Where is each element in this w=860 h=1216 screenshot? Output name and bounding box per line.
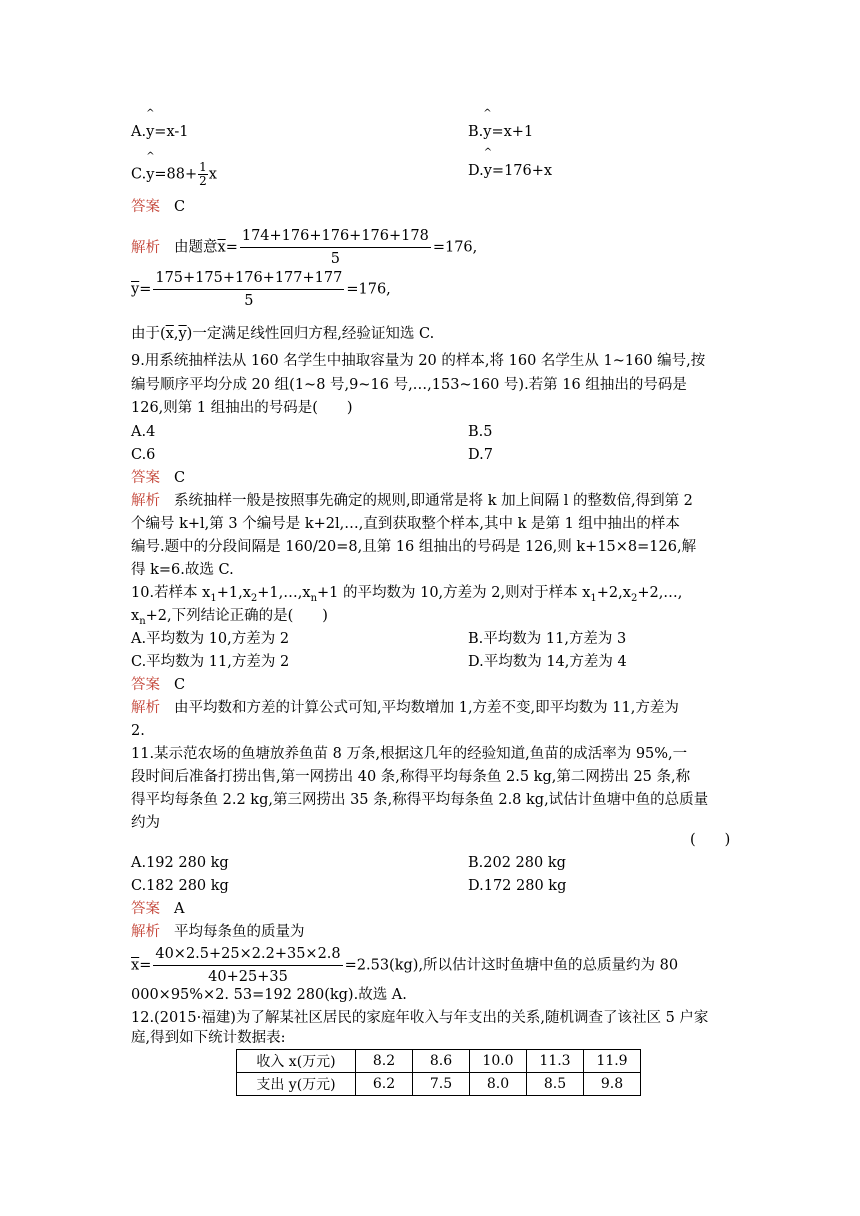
table-cell: 9.8 [584,1073,641,1096]
q10-option-a: A.平均数为 10,方差为 2 [131,631,290,647]
q11-option-a: A.192 280 kg [131,855,229,871]
table-header-expense: 支出 y(万元) [237,1073,356,1096]
q11-stem-line-2: 段时间后准备打捞出售,第一网捞出 40 条,称得平均每条鱼 2.5 kg,第二网捞出 25 条,称 [131,769,691,785]
q9-option-b: B.5 [468,424,493,440]
q11-stem-line-1: 11.某示范农场的鱼塘放养鱼苗 8 万条,根据这几年的经验知道,鱼苗的成活率为 95%,一 [131,746,688,762]
q11-option-c: C.182 280 kg [131,878,229,894]
q10-analysis-line-2: 2. [131,723,145,739]
table-cell: 11.3 [527,1050,584,1073]
q8-conclusion: 由于$(\overline{x},\overline{y})$一定满足线性回归方程,经验证知选 C. [131,326,435,342]
q11-analysis-line-1: 解析 平均每条鱼的质量为 [131,924,305,940]
table-cell: 11.9 [584,1050,641,1073]
q9-analysis-line-1: 解析 系统抽样一般是按照事先确定的规则,即通常是将 k 加上间隔 l 的整数倍,得到第 2 [131,493,693,509]
q9-option-a: A.4 [131,424,156,440]
table-cell: 8.5 [527,1073,584,1096]
q11-answer-parentheses: ( ) [690,832,731,848]
q9-analysis-line-3: 编号.题中的分段间隔是 160/20=8,且第 16 组抽出的号码是 126,则 k+15×8=126,解 [131,539,697,555]
q8-analysis-formula-2: $\overline{y}=$ $\frac{175+175+176+177+177}{5}$ =176, [131,270,391,309]
q10-analysis-line-1: 解析 由平均数和方差的计算公式可知,平均数增加 1,方差不变,即平均数为 11,方差为 [131,700,679,716]
q9-stem-line-2: 编号顺序平均分成 20 组(1~8 号,9~16 号,…,153~160 号).若第 16 组抽出的号码是 [131,377,687,393]
q8-option-c: C. ^ y=88+ $\frac{1}{2}$ x [131,150,217,188]
table-row-expense [237,1073,641,1096]
table-cell: 8.2 [356,1050,413,1073]
q8-answer: 答案 C [131,199,186,215]
q12-stem-line-1: 12.(2015·福建)为了解某社区居民的家庭年收入与年支出的关系,随机调查了该社区 5 户家 [131,1010,709,1026]
q8-option-d: D. ^ y=176+x [468,147,553,179]
table-cell: 8.0 [470,1073,527,1096]
q9-answer: 答案 C [131,470,186,486]
q8-option-a: A. ^ y=x-1 [131,108,189,140]
table-cell: 8.6 [413,1050,470,1073]
q11-stem-line-3: 得平均每条鱼 2.2 kg,第三网捞出 35 条,称得平均每条鱼 2.8 kg,试估计鱼塘中鱼的总质量 [131,792,709,808]
q11-answer: 答案 A [131,901,185,917]
q11-analysis-formula: $\overline{x}=$ $\frac{40\times 2.5+25\times 2.2+35\times 2.8}{40+25+35}$ =2.53(kg),所以估计这时鱼塘中鱼的总质量约为 80 [131,946,679,985]
q11-analysis-line-3: 000×95%×2. 53=192 280(kg).故选 A. [131,987,407,1003]
q12-stem-line-2: 庭,得到如下统计数据表: [131,1030,286,1046]
q11-option-b: B.202 280 kg [468,855,566,871]
q11-stem-line-4: 约为 [131,815,160,831]
table-cell: 7.5 [413,1073,470,1096]
q10-stem-line-2: $x_n+2$,下列结论正确的是( ) [131,608,328,627]
q8-analysis-formula-1: 解析 由题意$\overline{x}=$ $\frac{174+176+176+176+178}{5}$ =176, [131,228,478,267]
q9-option-c: C.6 [131,447,156,463]
table-row-income [237,1050,641,1073]
q10-option-c: C.平均数为 11,方差为 2 [131,654,290,670]
q11-option-d: D.172 280 kg [468,878,567,894]
q10-stem-line-1: 10.若样本 $x_1+1,x_2+1,\dots,x_n+1$ 的平均数为 10,方差为 2,则对于样本 $x_1+2,x_2+2,\dots$, [131,585,683,604]
q8-option-b: B. ^ y=x+1 [468,108,534,140]
q10-option-d: D.平均数为 14,方差为 4 [468,654,627,670]
q9-stem-line-3: 126,则第 1 组抽出的号码是( ) [131,400,353,416]
table-cell: 10.0 [470,1050,527,1073]
q9-option-d: D.7 [468,447,493,463]
q9-analysis-line-4: 得 k=6.故选 C. [131,562,234,578]
q10-answer: 答案 C [131,677,186,693]
table-header-income: 收入 x(万元) [237,1050,356,1073]
income-expense-table [236,1049,641,1096]
q9-analysis-line-2: 个编号 k+l,第 3 个编号是 k+2l,…,直到获取整个样本,其中 k 是第 1 组中抽出的样本 [131,516,680,532]
q10-option-b: B.平均数为 11,方差为 3 [468,631,627,647]
table-cell: 6.2 [356,1073,413,1096]
q9-stem-line-1: 9.用系统抽样法从 160 名学生中抽取容量为 20 的样本,将 160 名学生从 1~160 编号,按 [131,353,706,369]
